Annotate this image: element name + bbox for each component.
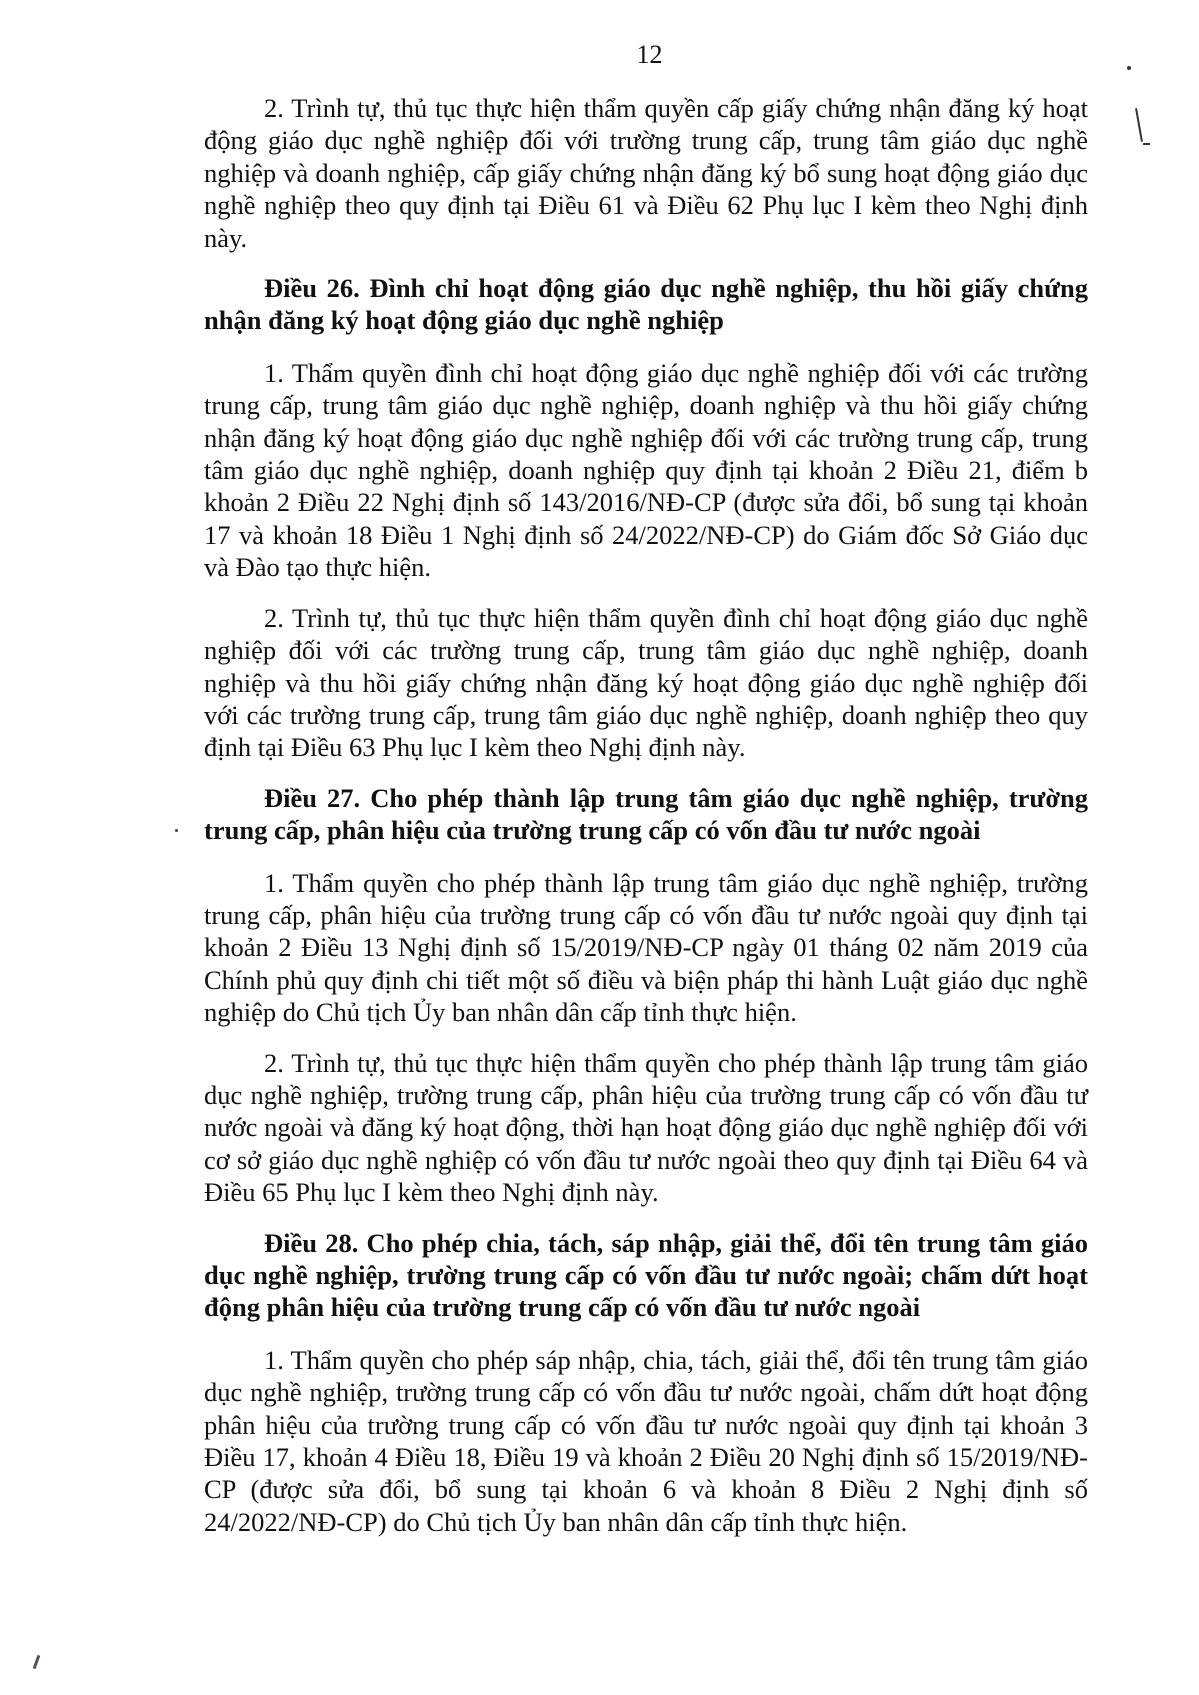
article-27-paragraph-1: 1. Thẩm quyền cho phép thành lập trung tâm giáo dục nghề nghiệp, trường trung cấp, phân hiệu của trường trung cấp có vốn đầu tư nước ngoài quy định tại khoản 2 Điều 13 Nghị định số 15/2019/NĐ-CP ngày 01 tháng 02 năm 2019 của Chính phủ quy định chi tiết một số điều và biện pháp thi hành Luật giáo dục nghề nghiệp do Chủ tịch Ủy ban nhân dân cấp tỉnh thực hiện. (204, 867, 1088, 1028)
scan-mark (1143, 143, 1150, 145)
scan-speck (175, 829, 178, 832)
scan-mark (33, 1655, 41, 1669)
article-26-heading: Điều 26. Đình chỉ hoạt động giáo dục nghề nghiệp, thu hồi giấy chứng nhận đăng ký hoạt động giáo dục nghề nghiệp (204, 273, 1088, 336)
article-28-paragraph-1: 1. Thẩm quyền cho phép sáp nhập, chia, tách, giải thể, đổi tên trung tâm giáo dục nghề nghiệp, trường trung cấp có vốn đầu tư nước ngoài, chấm dứt hoạt động phân hiệu của trường trung cấp có vốn đầu tư nước ngoài quy định tại khoản 3 Điều 17, khoản 4 Điều 18, Điều 19 và khoản 2 Điều 20 Nghị định số 15/2019/NĐ-CP (được sửa đổi, bổ sung tại khoản 6 và khoản 8 Điều 2 Nghị định số 24/2022/NĐ-CP) do Chủ tịch Ủy ban nhân dân cấp tỉnh thực hiện. (204, 1344, 1088, 1537)
article-27-paragraph-2: 2. Trình tự, thủ tục thực hiện thẩm quyền cho phép thành lập trung tâm giáo dục nghề nghiệp, trường trung cấp, phân hiệu của trường trung cấp có vốn đầu tư nước ngoài và đăng ký hoạt động, thời hạn hoạt động giáo dục nghề nghiệp đối với cơ sở giáo dục nghề nghiệp có vốn đầu tư nước ngoài theo quy định tại Điều 64 và Điều 65 Phụ lục I kèm theo Nghị định này. (204, 1047, 1088, 1208)
article-26-paragraph-1: 1. Thẩm quyền đình chỉ hoạt động giáo dục nghề nghiệp đối với các trường trung cấp, trung tâm giáo dục nghề nghiệp, doanh nghiệp và thu hồi giấy chứng nhận đăng ký hoạt động giáo dục nghề nghiệp đối với các trường trung cấp, trung tâm giáo dục nghề nghiệp, doanh nghiệp quy định tại khoản 2 Điều 21, điểm b khoản 2 Điều 22 Nghị định số 143/2016/NĐ-CP (được sửa đổi, bổ sung tại khoản 17 và khoản 18 Điều 1 Nghị định số 24/2022/NĐ-CP) do Giám đốc Sở Giáo dục và Đào tạo thực hiện. (204, 357, 1088, 583)
article-28-heading: Điều 28. Cho phép chia, tách, sáp nhập, giải thể, đổi tên trung tâm giáo dục nghề nghiệp, trường trung cấp có vốn đầu tư nước ngoài; chấm dứt hoạt động phân hiệu của trường trung cấp có vốn đầu tư nước ngoài (204, 1227, 1088, 1323)
clause-25-paragraph-2: 2. Trình tự, thủ tục thực hiện thẩm quyền cấp giấy chứng nhận đăng ký hoạt động giáo dục nghề nghiệp đối với trường trung cấp, trung tâm giáo dục nghề nghiệp và doanh nghiệp, cấp giấy chứng nhận đăng ký bổ sung hoạt động giáo dục nghề nghiệp theo quy định tại Điều 61 và Điều 62 Phụ lục I kèm theo Nghị định này. (204, 93, 1088, 253)
document-body (204, 92, 1088, 1556)
page-number: 12 (636, 40, 663, 69)
scan-mark (1135, 108, 1143, 142)
article-27-heading: Điều 27. Cho phép thành lập trung tâm giáo dục nghề nghiệp, trường trung cấp, phân hiệu của trường trung cấp có vốn đầu tư nước ngoài (204, 782, 1088, 846)
article-26-paragraph-2: 2. Trình tự, thủ tục thực hiện thẩm quyền đình chỉ hoạt động giáo dục nghề nghiệp đối với các trường trung cấp, trung tâm giáo dục nghề nghiệp, doanh nghiệp và thu hồi giấy chứng nhận đăng ký hoạt động giáo dục nghề nghiệp đối với các trường trung cấp, trung tâm giáo dục nghề nghiệp, doanh nghiệp theo quy định tại Điều 63 Phụ lục I kèm theo Nghị định này. (204, 602, 1088, 763)
scan-speck (1127, 66, 1131, 70)
